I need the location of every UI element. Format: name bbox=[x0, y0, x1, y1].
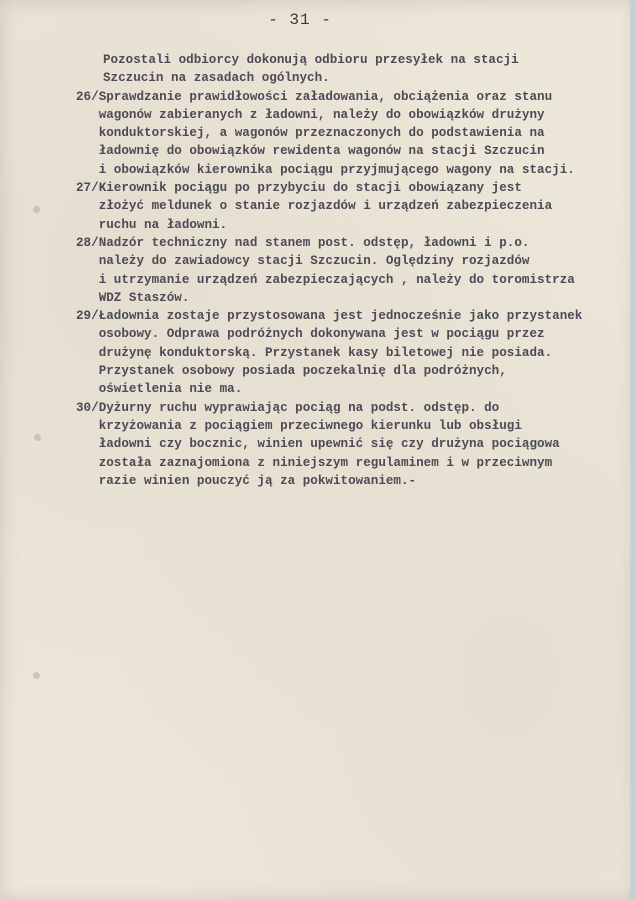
text-line: i obowiązków kierownika pociągu przyjmującego wagony na stacji. bbox=[98, 162, 575, 177]
text-line: konduktorskiej, a wagonów przeznaczonych do podstawienia na bbox=[98, 126, 545, 141]
paragraph-number: 27/ bbox=[76, 181, 99, 196]
text-line: wagonów zabieranych z ładowni, należy do obowiązków drużyny bbox=[98, 107, 545, 122]
text-line: Dyżurny ruchu wyprawiając pociąg na podst. odstęp. do bbox=[98, 400, 500, 415]
text-line: Ładownia zostaje przystosowana jest jednocześnie jako przystanek bbox=[98, 309, 583, 324]
paragraph-number: 30/ bbox=[76, 400, 99, 415]
paragraph-number: 26/ bbox=[76, 89, 99, 104]
text-line: Pozostali odbiorcy dokonują odbioru przesyłek na stacji bbox=[103, 53, 519, 67]
intro-paragraph bbox=[76, 51, 616, 88]
page-edge bbox=[630, 0, 636, 900]
text-line: Szczucin na zasadach ogólnych. bbox=[103, 71, 330, 86]
text-line: ruchu na ładowni. bbox=[98, 217, 228, 232]
paragraph-number: 29/ bbox=[76, 309, 99, 324]
text-line: WDZ Staszów. bbox=[98, 290, 190, 305]
paragraph-number: 28/ bbox=[76, 235, 99, 250]
text-line: należy do zawiadowcy stacji Szczucin. Oględziny rozjazdów bbox=[98, 254, 530, 269]
paragraph-29 bbox=[76, 307, 616, 398]
text-line: Przystanek osobowy posiada poczekalnię dla podróżnych, bbox=[98, 364, 507, 379]
text-line: złożyć meldunek o stanie rozjazdów i urządzeń zabezpieczenia bbox=[98, 199, 553, 214]
text-line: Sprawdzanie prawidłowości załadowania, obciążenia oraz stanu bbox=[98, 89, 553, 104]
paragraph-26 bbox=[76, 88, 616, 179]
text-line: drużynę konduktorską. Przystanek kasy biletowej nie posiada. bbox=[98, 345, 553, 360]
text-line: Kierownik pociągu po przybyciu do stacji obowiązany jest bbox=[98, 181, 522, 196]
page-number: - 31 - bbox=[268, 11, 332, 29]
paragraph-27 bbox=[76, 179, 616, 234]
text-line: razie winien pouczyć ją za pokwitowaniem.- bbox=[98, 473, 417, 488]
text-line: krzyżowania z pociągiem przeciwnego kierunku lub obsługi bbox=[98, 418, 522, 433]
paragraph-30 bbox=[76, 399, 616, 490]
punch-hole-mark bbox=[33, 206, 40, 213]
text-line: i utrzymanie urządzeń zabezpieczających , należy do toromistrza bbox=[98, 272, 575, 287]
text-line: została zaznajomiona z niniejszym regulaminem i w przeciwnym bbox=[98, 455, 553, 470]
punch-hole-mark bbox=[33, 672, 40, 679]
text-line: ładowni czy bocznic, winien upewnić się czy drużyna pociągowa bbox=[98, 437, 560, 452]
punch-hole-mark bbox=[34, 434, 41, 441]
text-line: osobowy. Odprawa podróżnych dokonywana jest w pociągu przez bbox=[98, 327, 545, 342]
document-body bbox=[76, 51, 616, 490]
text-line: Nadzór techniczny nad stanem post. odstęp, ładowni i p.o. bbox=[98, 235, 530, 250]
text-line: oświetlenia nie ma. bbox=[98, 382, 243, 397]
text-line: ładownię do obowiązków rewidenta wagonów na stacji Szczucin bbox=[98, 144, 545, 159]
paragraph-28 bbox=[76, 234, 616, 307]
